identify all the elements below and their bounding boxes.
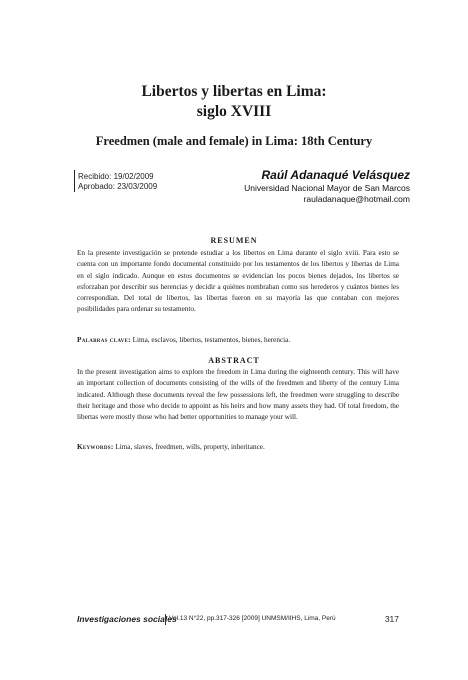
resumen-keywords-text: Lima, esclavos, libertos, testamentos, bienes, herencia.	[132, 336, 291, 344]
abstract-keywords-text: Lima, slaves, freedmen, wills, property, inheritance.	[115, 443, 265, 451]
author-email[interactable]: rauladanaque@hotmail.com	[303, 194, 410, 204]
author-name: Raúl Adanaqué Velásquez	[261, 168, 410, 182]
footer-divider	[165, 614, 166, 625]
submission-dates	[78, 172, 157, 192]
journal-citation: Vol.13 N°22, pp.317-326 [2009] UNMSM/IIHS, Lima, Perú	[169, 615, 336, 622]
title-line-2: siglo XVIII	[196, 103, 272, 120]
dates-divider	[74, 170, 75, 192]
resumen-keywords-label: Palabras clave:	[77, 336, 131, 344]
resumen-keywords	[77, 335, 399, 346]
english-subtitle: Freedmen (male and female) in Lima: 18th Century	[95, 134, 373, 148]
author-affiliation: Universidad Nacional Mayor de San Marcos	[244, 183, 410, 193]
resumen-text: En la presente investigación se pretende estudiar a los libertos en Lima durante el siglo xviii. Para esto se cuenta con un importante fondo documental constituido por los testamentos de los libertos y libertas de Lima en el siglo indicado. Aunque en estos documentos se evidencian los pocos bienes dejados, los libertos se esforzaban por describir sus herencias y decidir a quiénes nombraban como sus herederos y cuántos bienes les correspondían. Del total de libertos, las libertas fueron en su mayoría las que contaban con mejores posibilidades para ordenar su testamento.	[77, 249, 399, 314]
received-date: Recibido: 19/02/2009	[78, 172, 154, 181]
author-block	[244, 168, 410, 205]
journal-name: Investigaciones sociales	[77, 614, 177, 624]
abstract-keywords-label: Keywords:	[77, 443, 114, 451]
abstract-heading: ABSTRACT	[208, 356, 260, 365]
abstract-text: In the present investigation aims to explore the freedom in Lima during the eighteenth century. This will have an important collection of documents consisting of the wills of the freedmen and liberty of the century Lima indicated. Although these documents reveal the few possessions left, the freedmen were struggling to describe their heritage and those who decide to appoint as his heirs and how many assets they had. Of total freedom, the libertas were mostly those who had better opportunities to manage your will.	[77, 368, 399, 422]
page-footer	[77, 614, 399, 628]
approved-date: Aprobado: 23/03/2009	[78, 182, 158, 191]
abstract-keywords	[77, 442, 399, 453]
resumen-heading: RESUMEN	[210, 236, 258, 245]
title-line-1: Libertos y libertas en Lima:	[141, 83, 327, 100]
page-number: 317	[384, 614, 399, 624]
